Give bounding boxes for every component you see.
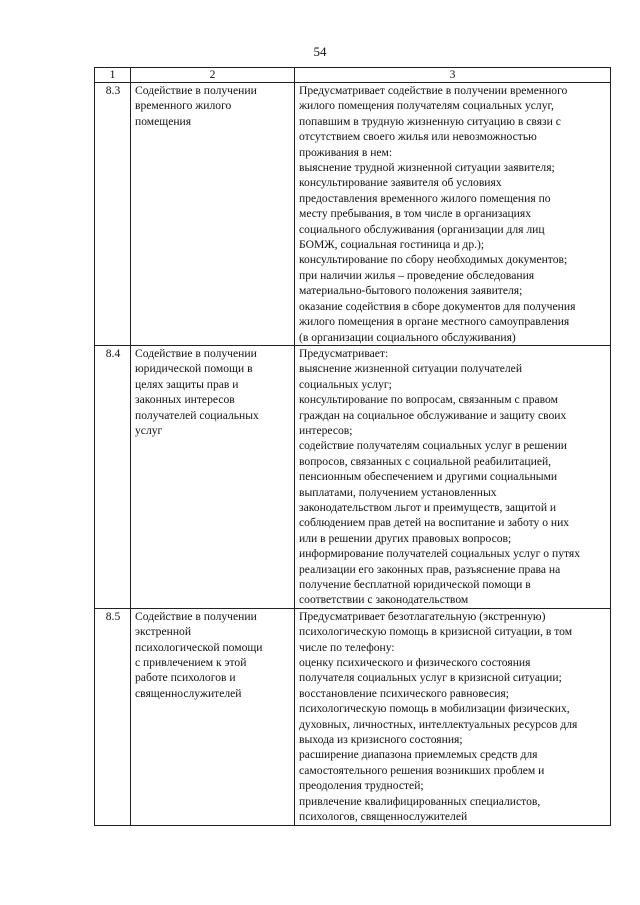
column-header-service: 2 (131, 68, 295, 83)
row-number: 8.5 (95, 608, 131, 825)
service-description (295, 83, 611, 346)
service-description-line: социального обслуживания (организации для лиц (299, 222, 545, 236)
service-name (131, 608, 295, 825)
row-number: 8.4 (95, 345, 131, 608)
service-description-line: психологов, священнослужителей (299, 810, 468, 824)
service-description-line: оказание содействия в сборе документов для получения (299, 299, 576, 313)
service-description-line: расширение диапазона приемлемых средств для (299, 748, 538, 762)
service-description-line: выплатами, получением установленных (299, 485, 497, 499)
service-name-line: работе психологов и (135, 671, 236, 685)
table-row (95, 83, 611, 346)
column-header-description: 3 (295, 68, 611, 83)
column-header-number: 1 (95, 68, 131, 83)
service-description-line: духовных, личностных, интеллектуальных ресурсов для (299, 717, 578, 731)
service-description-line: Предусматривает содействие в получении временного (299, 84, 568, 97)
service-name-line: священнослужителей (135, 686, 242, 700)
table-row (95, 345, 611, 608)
service-name (131, 345, 295, 608)
service-description-line: при наличии жилья – проведение обследования (299, 268, 535, 282)
service-description-line: Предусматривает безотлагательную (экстренную) (299, 609, 546, 623)
service-description-line: получателя социальных услуг в кризисной ситуации; (299, 671, 562, 685)
service-description-line: информирование получателей социальных услуг о путях (299, 547, 581, 561)
service-name-line: получателей социальных (135, 408, 259, 422)
service-name-line: юридической помощи в (135, 362, 253, 376)
service-description-line: консультирование заявителя об условиях (299, 176, 502, 190)
service-description-line: попавшим в трудную жизненную ситуацию в связи с (299, 114, 561, 128)
service-name-line: законных интересов (135, 393, 235, 407)
service-description-line: вопросов, связанных с социальной реабилитацией, (299, 454, 552, 468)
service-description-line: оценку психического и физического состояния (299, 656, 531, 670)
service-name-line: Содействие в получении (135, 346, 257, 360)
service-name-line: Содействие в получении (135, 609, 257, 623)
service-description-line: консультирование по сбору необходимых документов; (299, 253, 568, 267)
service-description-line: законодательством льгот и преимуществ, защитой и (299, 500, 557, 514)
service-description-line: содействие получателям социальных услуг в решении (299, 439, 568, 453)
page-number: 54 (313, 44, 327, 59)
service-description-line: (в организации социального обслуживания) (299, 330, 516, 344)
service-description-line: психологическую помощь в мобилизации физических, (299, 702, 570, 716)
service-description-line: психологическую помощь в кризисной ситуации, в том (299, 625, 573, 639)
service-description-line: предоставления временного жилого помещения по (299, 191, 551, 205)
service-description-line: консультирование по вопросам, связанным с правом (299, 393, 558, 407)
service-name-line: Содействие в получении (135, 84, 257, 97)
service-description-line: пенсионным обеспечением и другими социальными (299, 470, 558, 484)
row-number: 8.3 (95, 83, 131, 346)
service-description-line: преодоления трудностей; (299, 779, 424, 793)
service-description-line: выхода из кризисного состояния; (299, 733, 463, 747)
service-description-line: соответствии с законодательством (299, 593, 469, 607)
service-description-line: социальных услуг; (299, 377, 392, 391)
service-description-line: отсутствием своего жилья или невозможностью (299, 130, 537, 144)
service-description-line: или в решении других правовых вопросов; (299, 531, 512, 545)
service-description-line: граждан на социальное обслуживание и защиту своих (299, 408, 567, 422)
service-name (131, 83, 295, 346)
service-description-line: интересов; (299, 423, 353, 437)
service-description-line: материально-бытового положения заявителя; (299, 284, 523, 298)
table-row (95, 608, 611, 825)
service-description-line: самостоятельного решения возникших проблем и (299, 763, 545, 777)
service-description-line: БОМЖ, социальная гостиница и др.); (299, 238, 485, 252)
service-description (295, 345, 611, 608)
service-name-line: временного жилого (135, 99, 232, 113)
service-description-line: выяснение жизненной ситуации получателей (299, 362, 523, 376)
service-description-line: числе по телефону: (299, 640, 395, 654)
service-description-line: Предусматривает: (299, 346, 389, 360)
service-description-line: проживания в нем: (299, 145, 393, 159)
service-description-line: соблюдением прав детей на воспитание и заботу о них (299, 516, 570, 530)
service-description (295, 608, 611, 825)
service-description-line: привлечение квалифицированных специалистов, (299, 794, 541, 808)
service-description-line: жилого помещения получателям социальных услуг, (299, 99, 554, 113)
service-description-line: реализации его законных прав, разъяснение права на (299, 562, 561, 576)
service-name-line: экстренной (135, 625, 192, 639)
service-description-line: жилого помещения в органе местного самоуправления (299, 315, 570, 329)
service-name-line: услуг (135, 423, 163, 437)
service-description-line: месту пребывания, в том числе в организациях (299, 207, 532, 221)
service-name-line: целях защиты прав и (135, 377, 239, 391)
service-description-line: восстановление психического равновесия; (299, 686, 509, 700)
service-name-line: помещения (135, 114, 192, 128)
table-header-row (95, 68, 611, 83)
service-name-line: с привлечением к этой (135, 656, 247, 670)
service-name-line: психологической помощи (135, 640, 263, 654)
service-description-line: выяснение трудной жизненной ситуации заявителя; (299, 161, 555, 175)
service-description-line: получение бесплатной юридической помощи в (299, 578, 531, 591)
services-table (94, 67, 611, 826)
